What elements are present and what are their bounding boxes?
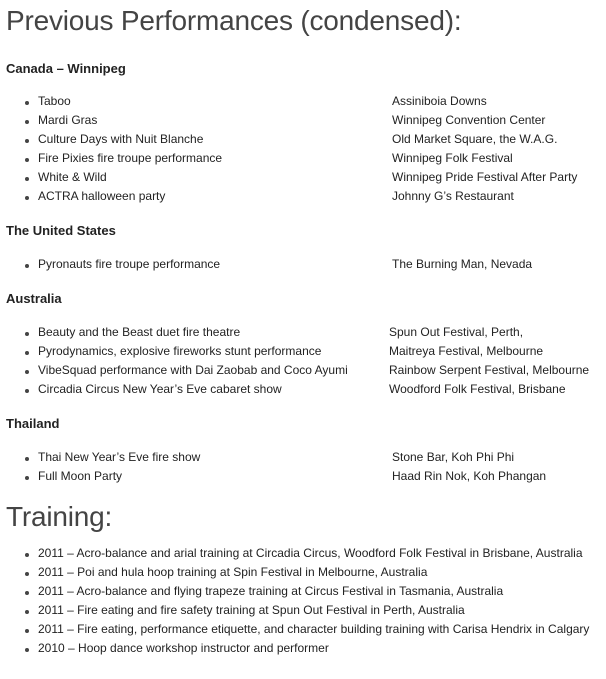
list-item: [0, 150, 606, 169]
performance-venue: Spun Out Festival, Perth,: [389, 325, 524, 339]
bullet-icon: [25, 476, 29, 480]
list-item: [0, 188, 606, 207]
performance-name: Culture Days with Nuit Blanche: [38, 132, 204, 146]
bullet-icon: [25, 139, 29, 143]
list-item: [0, 583, 606, 602]
performance-name: Beauty and the Beast duet fire theatre: [38, 325, 241, 339]
performance-name: Pyronauts fire troupe performance: [38, 257, 221, 271]
performance-name: Taboo: [38, 94, 71, 108]
performance-name: Mardi Gras: [38, 113, 98, 127]
bullet-icon: [25, 120, 29, 124]
bullet-icon: [25, 648, 29, 652]
bullet-icon: [25, 264, 29, 268]
performance-name: VibeSquad performance with Dai Zaobab and Coco Ayumi: [38, 363, 348, 377]
performance-venue: Stone Bar, Koh Phi Phi: [392, 450, 515, 464]
performance-venue: Old Market Square, the W.A.G.: [392, 132, 558, 146]
bullet-icon: [25, 158, 29, 162]
training-entry: 2011 – Acro-balance and flying trapeze training at Circus Festival in Tasmania, Australia: [38, 584, 504, 598]
section-heading-australia: Australia: [6, 291, 62, 306]
bullet-icon: [25, 101, 29, 105]
bullet-icon: [25, 591, 29, 595]
list-item: [0, 93, 606, 112]
performance-venue: Maitreya Festival, Melbourne: [389, 344, 544, 358]
list-item: [0, 602, 606, 621]
training-entry: 2011 – Poi and hula hoop training at Spin Festival in Melbourne, Australia: [38, 565, 428, 579]
bullet-icon: [25, 629, 29, 633]
performances-title: Previous Performances (condensed):: [6, 5, 462, 36]
bullet-icon: [25, 457, 29, 461]
performance-name: Full Moon Party: [38, 469, 123, 483]
performance-name: Thai New Year’s Eve fire show: [38, 450, 201, 464]
performance-venue: The Burning Man, Nevada: [392, 257, 533, 271]
training-entry: 2011 – Fire eating and fire safety training at Spun Out Festival in Perth, Australia: [38, 603, 465, 617]
list-item: [0, 449, 606, 468]
list-item: [0, 324, 606, 343]
list-item: [0, 362, 606, 381]
list-item: [0, 545, 606, 564]
performance-venue: Woodford Folk Festival, Brisbane: [389, 382, 566, 396]
training-title: Training:: [6, 501, 113, 532]
performance-name: Pyrodynamics, explosive fireworks stunt performance: [38, 344, 322, 358]
bullet-icon: [25, 196, 29, 200]
list-item: [0, 640, 606, 659]
performance-venue: Winnipeg Folk Festival: [392, 151, 513, 165]
list-item: [0, 169, 606, 188]
training-entry: 2011 – Acro-balance and arial training at Circadia Circus, Woodford Folk Festival in Brisbane, Australia: [38, 546, 583, 560]
performance-name: ACTRA halloween party: [38, 189, 166, 203]
bullet-icon: [25, 351, 29, 355]
performance-venue: Haad Rin Nok, Koh Phangan: [392, 469, 547, 483]
performance-venue: Assiniboia Downs: [392, 94, 487, 108]
performance-venue: Winnipeg Convention Center: [392, 113, 546, 127]
training-entry: 2011 – Fire eating, performance etiquette, and character building training with Carisa Hendrix in Calgary: [38, 622, 590, 636]
list-item: [0, 256, 606, 275]
list-item: [0, 381, 606, 400]
bullet-icon: [25, 572, 29, 576]
bullet-icon: [25, 553, 29, 557]
list-item: [0, 112, 606, 131]
performance-venue: Winnipeg Pride Festival After Party: [392, 170, 578, 184]
list-item: [0, 468, 606, 487]
list-item: [0, 564, 606, 583]
training-entry: 2010 – Hoop dance workshop instructor and performer: [38, 641, 329, 655]
performance-name: Fire Pixies fire troupe performance: [38, 151, 223, 165]
performance-venue: Johnny G’s Restaurant: [392, 189, 514, 203]
section-heading-canada: Canada – Winnipeg: [6, 61, 126, 76]
list-item: [0, 621, 606, 640]
section-heading-united-states: The United States: [6, 223, 116, 238]
section-heading-thailand: Thailand: [6, 416, 60, 431]
performance-venue: Rainbow Serpent Festival, Melbourne: [389, 363, 590, 377]
performance-name: White & Wild: [38, 170, 107, 184]
bullet-icon: [25, 370, 29, 374]
bullet-icon: [25, 610, 29, 614]
performance-name: Circadia Circus New Year’s Eve cabaret show: [38, 382, 282, 396]
list-item: [0, 343, 606, 362]
bullet-icon: [25, 332, 29, 336]
bullet-icon: [25, 389, 29, 393]
bullet-icon: [25, 177, 29, 181]
list-item: [0, 131, 606, 150]
